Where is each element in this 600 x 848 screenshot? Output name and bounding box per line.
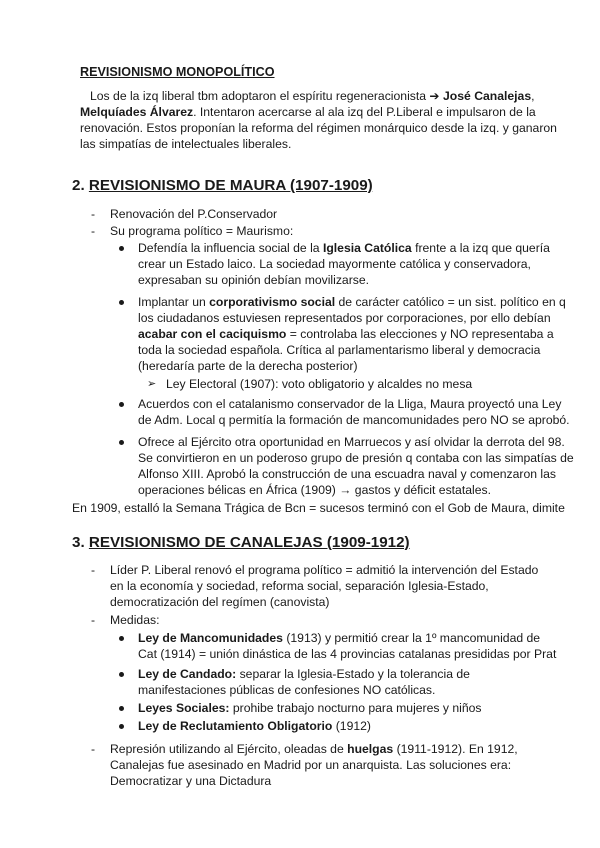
- s2-b2-line-5: (heredaría parte de la derecha posterior): [138, 359, 358, 373]
- s1-line-1: Los de la izq liberal tbm adoptaron el espíritu regeneracionista ➔ José Canalejas,: [90, 89, 535, 103]
- dash-marker: -: [91, 613, 96, 627]
- s3-d3-line-1: Represión utilizando al Ejército, oleadas de huelgas (1911-1912). En 1912,: [110, 742, 518, 756]
- s3-d3-line-2: Canalejas fue asesinado en Madrid por un anarquista. Las soluciones era:: [110, 758, 512, 772]
- section-1-title: REVISIONISMO MONOPOLÍTICO: [80, 65, 275, 79]
- right-arrow-icon: →: [339, 483, 352, 497]
- dash-marker: -: [91, 224, 96, 238]
- s1-line-4: las simpatías de intelectuales liberales.: [80, 137, 292, 151]
- s2-b4-line-2: Se convirtieron en un poderoso grupo de presión q contaba con las simpatías de: [138, 451, 574, 465]
- s2-b2-line-4: toda la sociedad española. Crítica al parlamentarismo liberal y democracia: [138, 343, 541, 357]
- section-2-title: REVISIONISMO DE MAURA (1907-1909): [88, 177, 373, 194]
- s3-d2: Medidas:: [110, 613, 160, 627]
- s2-dash-1: Renovación del P.Conservador: [110, 207, 278, 221]
- right-arrow-icon: ➔: [429, 89, 440, 103]
- bullet-icon: [119, 672, 124, 677]
- s2-b4-line-3: Alfonso XIII. Aprobó la construcción de una escuadra naval y comenzaron las: [138, 467, 557, 481]
- s3-d3-line-3: Democratizar y una Dictadura: [110, 774, 272, 788]
- section-3-title: REVISIONISMO DE CANALEJAS (1909-1912): [88, 534, 410, 551]
- s3-m2-line-1: Ley de Candado: separar la Iglesia-Estado y la tolerancia de: [138, 667, 470, 681]
- s2-b4-line-1: Ofrece al Ejército otra oportunidad en Marruecos y así olvidar la derrota del 98.: [138, 435, 565, 449]
- s2-b1-line-1: Defendía la influencia social de la Iglesia Católica frente a la izq que quería: [138, 241, 550, 255]
- s3-d1-line-1: Líder P. Liberal renovó el programa político = admitió la intervención del Estado: [110, 563, 539, 577]
- s2-b3-line-1: Acuerdos con el catalanismo conservador de la Lliga, Maura proyectó una Ley: [138, 397, 562, 411]
- bullet-icon: [119, 706, 124, 711]
- bullet-icon: [119, 440, 124, 445]
- bullet-icon: [119, 636, 124, 641]
- dash-marker: -: [91, 742, 96, 756]
- s2-b2-line-3: acabar con el caciquismo = controlaba las elecciones y NO representaba a: [138, 327, 554, 341]
- bullet-icon: [119, 724, 124, 729]
- s2-b3-line-2: de Adm. Local q permitía la formación de mancomunidades pero NO se aprobó.: [138, 413, 570, 427]
- s3-m3: Leyes Sociales: prohibe trabajo nocturno para mujeres y niños: [138, 701, 482, 715]
- s3-m1-line-1: Ley de Mancomunidades (1913) y permitió crear la 1º mancomunidad de: [138, 631, 541, 645]
- s2-b2-line-1: Implantar un corporativismo social de carácter católico = un sist. político en q: [138, 295, 566, 309]
- s2-b1-line-3: expresaban su opinión debían movilizarse.: [138, 273, 370, 287]
- s2-b4-line-4: operaciones bélicas en África (1909) → gastos y déficit estatales.: [138, 483, 491, 497]
- s3-m2-line-2: manifestaciones públicas de confesiones NO católicas.: [138, 683, 436, 697]
- s1-line-2: Melquíades Álvarez. Intentaron acercarse al ala izq del P.Liberal e impulsaron de la: [80, 105, 536, 119]
- s1-line-3: renovación. Estos proponían la reforma del régimen monárquico desde la izq. y ganaron: [80, 121, 557, 135]
- bullet-icon: [119, 402, 124, 407]
- s2-b2-line-2: los ciudadanos estuviesen representados por corporaciones, por ello debían: [138, 311, 551, 325]
- s3-m4: Ley de Reclutamiento Obligatorio (1912): [138, 719, 371, 733]
- s2-sub-1: Ley Electoral (1907): voto obligatorio y alcaldes no mesa: [166, 377, 473, 391]
- section-2-heading: 2. REVISIONISMO DE MAURA (1907-1909): [72, 177, 373, 194]
- s2-closing: En 1909, estalló la Semana Trágica de Bcn = sucesos terminó con el Gob de Maura, dimite: [72, 501, 565, 515]
- arrowhead-bullet-icon: ➢: [147, 378, 157, 390]
- s3-d1-line-2: en la economía y sociedad, reforma social, separación Iglesia-Estado,: [110, 579, 489, 593]
- s3-d1-line-3: democratización del regímen (canovista): [110, 595, 330, 609]
- s3-m1-line-2: Cat (1914) = unión dinástica de las 4 provincias catalanas presididas por Prat: [138, 647, 557, 661]
- section-3-heading: 3. REVISIONISMO DE CANALEJAS (1909-1912): [72, 534, 410, 551]
- s2-dash-2: Su programa político = Maurismo:: [110, 224, 294, 238]
- s2-b1-line-2: crear un Estado laico. La sociedad mayormente católica y conservadora,: [138, 257, 531, 271]
- bullet-icon: [119, 300, 124, 305]
- dash-marker: -: [91, 207, 96, 221]
- dash-marker: -: [91, 563, 96, 577]
- bullet-icon: [119, 246, 124, 251]
